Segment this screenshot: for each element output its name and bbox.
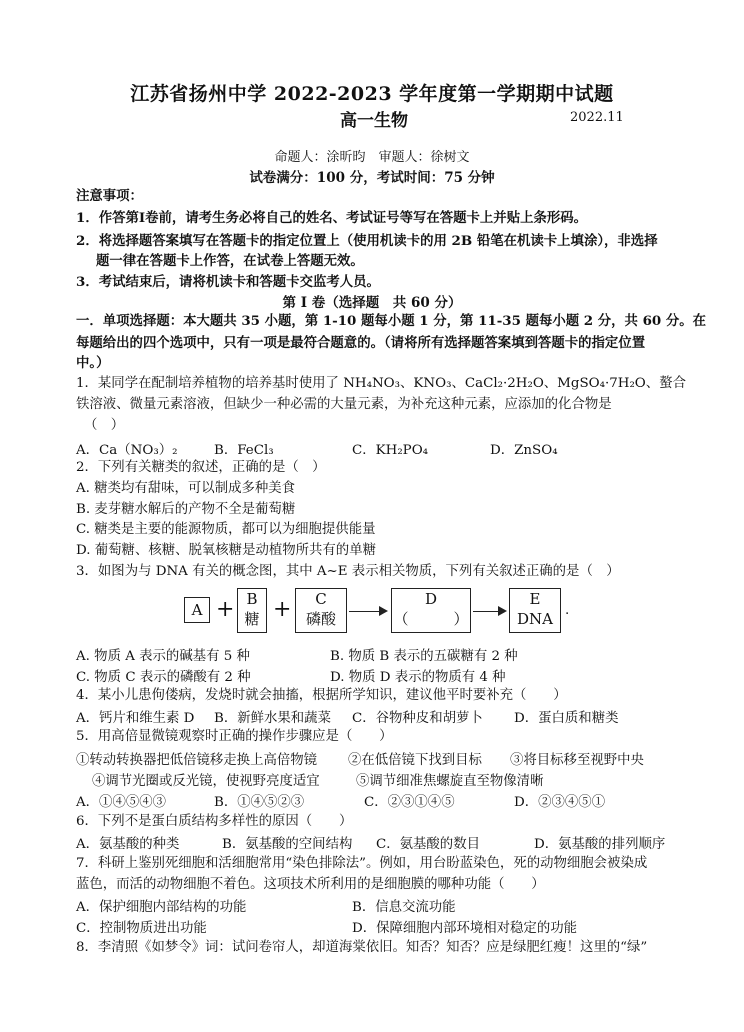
note-item-3: 3．考试结束后，请将机读卡和答题卡交监考人员。 xyxy=(76,274,380,290)
q1-option-d: D．ZnSO₄ xyxy=(490,443,558,458)
note-item-2: 2．将选择题答案填写在答题卡的指定位置上（使用机读卡的用 2B 铅笔在机读卡上填涂），非选择 xyxy=(76,233,658,249)
q1-option-c: C．KH₂PO₄ xyxy=(352,443,429,458)
instructions-line-3: 中。） xyxy=(76,355,110,371)
q6-option-a: A．氨基酸的种类 xyxy=(76,837,180,852)
exam-title: 江苏省扬州中学 2022-2023 学年度第一学期期中试题 xyxy=(130,83,614,105)
q1-option-b: B．FeCl₃ xyxy=(214,443,274,458)
q5-step-5: ⑤调节细准焦螺旋直至物像清晰 xyxy=(356,774,544,789)
q4-option-d: D．蛋白质和糖类 xyxy=(514,711,619,726)
q6-option-c: C．氨基酸的数目 xyxy=(376,837,480,852)
q6-stem: 6．下列不是蛋白质结构多样性的原因（ ） xyxy=(76,814,353,829)
box-a-label: A xyxy=(191,601,203,619)
box-c-label: C xyxy=(315,590,327,608)
q7-option-c: C．控制物质进出功能 xyxy=(76,921,207,936)
q4-option-b: B．新鲜水果和蔬菜 xyxy=(214,711,331,726)
q6-option-d: D．氨基酸的排列顺序 xyxy=(534,837,666,852)
q2-option-c: C. 糖类是主要的能源物质，都可以为细胞提供能量 xyxy=(76,522,376,537)
q1-stem-3: （ ） xyxy=(84,418,125,433)
instructions-line-2: 每题给出的四个选项中，只有一项是最符合题意的。（请将所有选择题答案填到答题卡的指定位置 xyxy=(76,335,646,351)
q2-option-d: D. 葡萄糖、核糖、脱氧核糖是动植物所共有的单糖 xyxy=(76,543,376,558)
diagram-box-e xyxy=(509,588,561,633)
q5-step-1: ①转动转换器把低倍镜移走换上高倍物镜 xyxy=(76,753,318,768)
q4-stem: 4．某小儿患佝偻病，发烧时就会抽搐，根据所学知识，建议他平时要补充（ ） xyxy=(76,688,567,703)
q1-stem-1: 1．某同学在配制培养植物的培养基时使用了 NH₄NO₃、KNO₃、CaCl₂·2H₂O、MgSO₄·7H₂O、螯合 xyxy=(76,376,686,391)
instructions-line-1: 一．单项选择题：本大题共 35 小题，第 1-10 题每小题 1 分，第 11-35 题每小题 2 分，共 60 分。在 xyxy=(76,313,707,329)
q3-option-a: A. 物质 A 表示的碱基有 5 种 xyxy=(76,649,250,664)
q5-option-d: D．②③④⑤① xyxy=(514,795,606,810)
q6-option-b: B．氨基酸的空间结构 xyxy=(222,837,353,852)
box-c-sublabel: 磷酸 xyxy=(305,610,336,628)
box-b-sublabel: 糖 xyxy=(244,610,260,628)
q7-stem-2: 蓝色，而活的动物细胞不着色。这项技术所利用的是细胞膜的哪种功能（ ） xyxy=(76,877,545,892)
note-item-1: 1．作答第Ⅰ卷前，请考生务必将自己的姓名、考试证号等写在答题卡上并贴上条形码。 xyxy=(76,210,588,226)
box-e-label: E xyxy=(529,590,541,608)
q5-step-2: ②在低倍镜下找到目标 xyxy=(348,753,482,768)
q5-stem: 5．用高倍显微镜观察时正确的操作步骤应是（ ） xyxy=(76,729,393,744)
diagram-trailing-dot: . xyxy=(565,603,570,618)
section-title: 第 Ⅰ 卷（选择题 共 60 分） xyxy=(282,295,462,311)
diagram-box-c xyxy=(295,588,347,633)
q5-option-c: C．②③①④⑤ xyxy=(364,795,455,810)
plus-sign-2: + xyxy=(273,597,292,622)
q7-option-b: B．信息交流功能 xyxy=(352,900,456,915)
q2-stem: 2．下列有关糖类的叙述，正确的是（ ） xyxy=(76,460,326,475)
q3-option-b: B. 物质 B 表示的五碳糖有 2 种 xyxy=(330,649,518,664)
authors-line: 命题人：涂昕昀 审题人：徐树文 xyxy=(274,150,470,165)
q5-option-b: B．①④⑤②③ xyxy=(214,795,305,810)
q5-step-4: ④调节光圈或反光镜，使视野亮度适宜 xyxy=(92,774,320,789)
q1-option-a: A．Ca（NO₃）₂ xyxy=(76,443,178,458)
q4-option-c: C．谷物种皮和胡萝卜 xyxy=(352,711,483,726)
q7-option-d: D．保障细胞内部环境相对稳定的功能 xyxy=(352,921,577,936)
arrow-2 xyxy=(473,611,505,612)
plus-sign-1: + xyxy=(216,597,235,622)
q5-option-a: A．①④⑤④③ xyxy=(76,795,167,810)
q3-option-c: C. 物质 C 表示的磷酸有 2 种 xyxy=(76,670,251,685)
q3-stem: 3．如图为与 DNA 有关的概念图，其中 A~E 表示相关物质，下列有关叙述正确的是（ ） xyxy=(76,564,620,579)
q7-stem-1: 7．科研上鉴别死细胞和活细胞常用“染色排除法”。例如，用台盼蓝染色，死的动物细胞会被染成 xyxy=(76,856,648,871)
q2-option-b: B. 麦芽糖水解后的产物不全是葡萄糖 xyxy=(76,502,296,517)
box-b-label: B xyxy=(246,590,258,608)
q2-option-a: A. 糖类均有甜味，可以制成多种美食 xyxy=(76,481,296,496)
subject-title: 高一生物 xyxy=(340,111,408,131)
box-d-label: D xyxy=(424,590,438,608)
diagram-box-d xyxy=(391,588,471,633)
q8-stem: 8．李清照《如梦令》词：试问卷帘人，却道海棠依旧。知否？知否？应是绿肥红瘦！这里的“绿” xyxy=(76,940,648,955)
q3-option-d: D. 物质 D 表示的物质有 4 种 xyxy=(330,670,506,685)
box-e-sublabel: DNA xyxy=(517,610,553,628)
diagram-box-a xyxy=(184,597,210,623)
box-d-sublabel: （ ） xyxy=(393,610,469,628)
q7-option-a: A．保护细胞内部结构的功能 xyxy=(76,900,247,915)
note-item-2-cont: 题一律在答题卡上作答，在试卷上答题无效。 xyxy=(96,253,364,269)
arrow-1 xyxy=(349,611,386,612)
q4-option-a: A．钙片和维生素 D xyxy=(76,711,195,726)
q5-step-3: ③将目标移至视野中央 xyxy=(510,753,644,768)
diagram-box-b xyxy=(237,588,267,633)
score-time-line: 试卷满分：100 分，考试时间：75 分钟 xyxy=(249,170,495,186)
exam-date: 2022.11 xyxy=(570,110,624,125)
q1-stem-2: 铁溶液、微量元素溶液，但缺少一种必需的大量元素，为补充这种元素，应添加的化合物是 xyxy=(76,397,612,412)
notes-heading: 注意事项： xyxy=(76,188,143,204)
